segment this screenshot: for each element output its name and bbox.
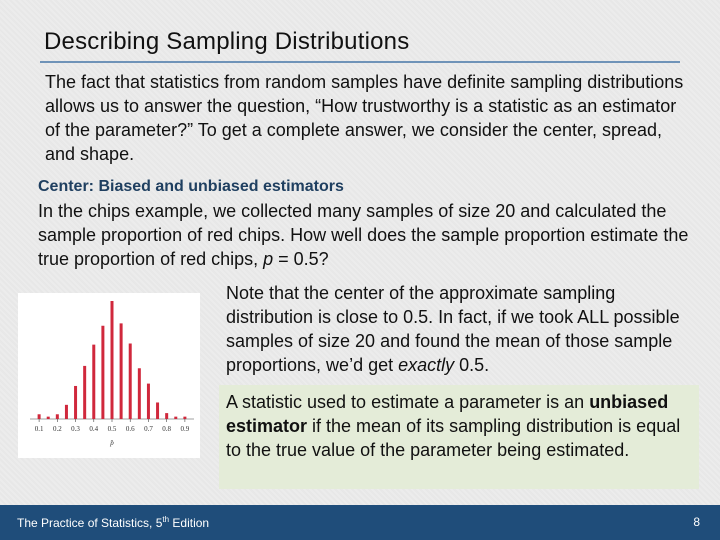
center-note <box>226 281 696 377</box>
chips-text-end: = 0.5? <box>273 249 329 269</box>
chart-svg <box>18 293 200 458</box>
title-divider <box>40 61 680 63</box>
definition-term: unbiased estimator <box>226 392 669 436</box>
footer-edition-sup: th <box>162 515 170 524</box>
definition-text: A statistic used to estimate a parameter is an <box>226 392 590 412</box>
x-tick-label: 0.4 <box>89 425 99 433</box>
note-text: Note that the center of the approximate sampling distribution is close to 0.5. In fact, if we took ALL possible samples of size 20 and found the mean of those sample proportions, we’d get <box>226 283 680 375</box>
x-axis-label: p̂ <box>110 439 114 447</box>
page-number: 8 <box>693 515 700 529</box>
x-tick-label: 0.6 <box>125 425 135 433</box>
slide-title: Describing Sampling Distributions <box>44 28 410 55</box>
intro-paragraph: The fact that statistics from random samples have definite sampling distributions allows us to answer the question, “How trustworthy is a statistic as an estimator of the parameter?” To get a complete answer, we consider the center, spread, and shape. <box>45 72 684 164</box>
definition-text-end: if the mean of its sampling distribution is equal to the true value of the parameter being estimated. <box>226 416 681 460</box>
footer-book-text-end: Edition <box>169 516 210 530</box>
footer-book-title <box>17 515 209 530</box>
x-tick-label: 0.9 <box>180 425 190 433</box>
x-tick-label: 0.8 <box>162 425 172 433</box>
definition-box <box>219 385 699 489</box>
note-emphasis: exactly <box>398 355 455 375</box>
chips-text: In the chips example, we collected many samples of size 20 and calculated the sample proportion of red chips. How well does the sample proportion estimate the true proportion of red chips, <box>38 201 689 269</box>
footer-bar <box>0 505 720 540</box>
section-subheading: Center: Biased and unbiased estimators <box>38 178 344 195</box>
note-text-end: 0.5. <box>454 355 490 375</box>
footer-book-text: The Practice of Statistics, 5 <box>17 516 163 530</box>
parameter-p: p <box>263 249 274 269</box>
x-tick-label: 0.2 <box>52 425 62 433</box>
x-tick-label: 0.7 <box>144 425 153 433</box>
sampling-distribution-chart <box>18 293 200 458</box>
chips-paragraph <box>38 199 698 271</box>
x-tick-label: 0.5 <box>107 425 117 433</box>
x-tick-label: 0.3 <box>71 425 80 433</box>
x-tick-label: 0.1 <box>34 425 44 433</box>
